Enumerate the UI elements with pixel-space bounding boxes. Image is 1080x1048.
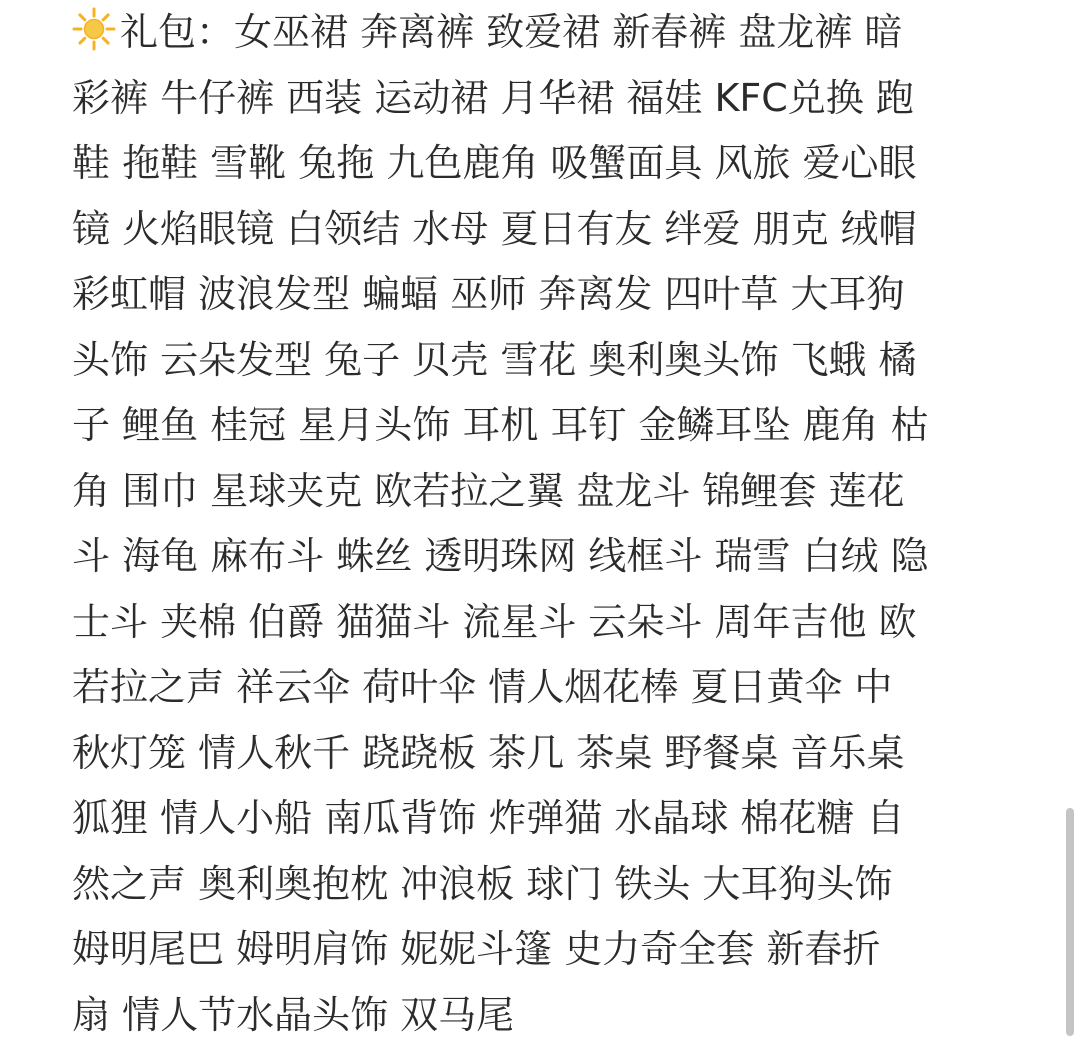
scrollbar-thumb[interactable] xyxy=(1066,808,1074,1036)
text-line-1 xyxy=(72,0,1012,66)
post-body xyxy=(72,0,1012,1036)
text-line-5: 彩虹帽 波浪发型 蝙蝠 巫师 奔离发 四叶草 大耳狗 xyxy=(72,262,1012,328)
text-line-8: 角 围巾 星球夹克 欧若拉之翼 盘龙斗 锦鲤套 莲花 xyxy=(72,459,1012,525)
text-line-4: 镜 火焰眼镜 白领结 水母 夏日有友 绊爱 朋克 绒帽 xyxy=(72,197,1012,263)
text-line-3: 鞋 拖鞋 雪靴 兔拖 九色鹿角 吸蟹面具 风旅 爱心眼 xyxy=(72,131,1012,197)
scrollbar[interactable] xyxy=(1066,0,1074,1036)
text-line-1-content: 礼包：女巫裙 奔离裤 致爱裙 新春裤 盘龙裤 暗 xyxy=(120,10,902,54)
text-line-12: 秋灯笼 情人秋千 跷跷板 茶几 茶桌 野餐桌 音乐桌 xyxy=(72,721,1012,787)
text-line-11: 若拉之声 祥云伞 荷叶伞 情人烟花棒 夏日黄伞 中 xyxy=(72,655,1012,721)
text-line-16: 扇 情人节水晶头饰 双马尾 xyxy=(72,983,1012,1048)
text-line-7: 子 鲤鱼 桂冠 星月头饰 耳机 耳钉 金鳞耳坠 鹿角 枯 xyxy=(72,393,1012,459)
text-line-10: 士斗 夹棉 伯爵 猫猫斗 流星斗 云朵斗 周年吉他 欧 xyxy=(72,590,1012,656)
text-line-6: 头饰 云朵发型 兔子 贝壳 雪花 奥利奥头饰 飞蛾 橘 xyxy=(72,328,1012,394)
text-line-13: 狐狸 情人小船 南瓜背饰 炸弹猫 水晶球 棉花糖 自 xyxy=(72,786,1012,852)
text-line-14: 然之声 奥利奥抱枕 冲浪板 球门 铁头 大耳狗头饰 xyxy=(72,852,1012,918)
text-line-15: 姆明尾巴 姆明肩饰 妮妮斗篷 史力奇全套 新春折 xyxy=(72,917,1012,983)
text-line-2: 彩裤 牛仔裤 西装 运动裙 月华裙 福娃 KFC兑换 跑 xyxy=(72,66,1012,132)
sun-icon xyxy=(72,6,116,50)
text-line-9: 斗 海龟 麻布斗 蛛丝 透明珠网 线框斗 瑞雪 白绒 隐 xyxy=(72,524,1012,590)
